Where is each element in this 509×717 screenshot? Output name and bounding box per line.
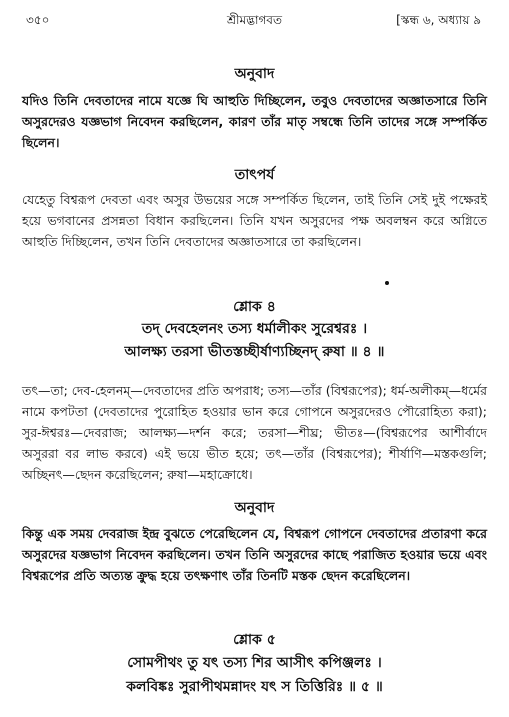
sloka-4-line-1: তদ্ দেবহেলনং তস্য ধর্মালীকং সুরেশ্বরঃ ।: [141, 321, 368, 337]
translation-heading: অনুবাদ: [234, 66, 275, 82]
translation-text: যদিও তিনি দেবতাদের নামে যজ্ঞে ঘি আহুতি দিচ্ছিলেন, তবুও দেবতাদের অজ্ঞাতসারে তিনি অসুরদেরও যজ্ঞভাগ নিবেদন করছিলেন, কারণ তাঁর মাতৃ সম্বন্ধে তিনি তাদের সঙ্গে সম্পর্কিত ছিলেন।: [22, 93, 487, 150]
synonyms-text: তৎ—তা; দেব-হেলনম্—দেবতাদের প্রতি অপরাধ; তস্য—তাঁর (বিশ্বরূপের); ধর্ম-অলীকম্—ধর্মের নামে কপটতা (দেবতাদের পুরোহিত হওয়ার ভান করে গোপনে অসুরদেরও পৌরোহিত্য করা); সুর-ঈশ্বরঃ—দেবরাজ; আলক্ষ্য—দর্শন করে; তরসা—শীঘ্র; ভীতঃ—(বিশ্বরূপের আশীর্বাদে অসুররা বর লাভ করবে) এই ভয়ে ভীত হয়ে; তৎ—তাঁর (বিশ্বরূপের); শীর্ষাণি—মস্তকগুলি; অচ্ছিনৎ—ছেদন করেছিলেন; রুষা—মহাক্রোধে।: [22, 383, 487, 482]
purport-text: যেহেতু বিশ্বরূপ দেবতা এবং অসুর উভয়ের সঙ্গে সম্পর্কিত ছিলেন, তাই তিনি সেই দুই পক্ষেরই হয়ে ভগবানের প্রসন্নতা বিধান করছিলেন। তিনি যখন অসুরদের পক্ষ অবলম্বন করে অগ্নিতে আহুতি দিচ্ছিলেন, তখন তিনি দেবতাদের অজ্ঞাতসারে তা করছিলেন।: [22, 192, 487, 249]
sloka-5-line-1: সোমপীথং তু যৎ তস্য শির আসীৎ কপিঞ্জলঃ ।: [127, 655, 382, 671]
sloka-4-line-2: আলক্ষ্য তরসা ভীতস্তচ্ছীর্ষাণ্যচ্ছিনদ্ রুষা ॥ ৪ ॥: [124, 344, 385, 360]
page-number: ৩৫০: [26, 13, 50, 27]
ink-speck: [385, 281, 389, 285]
translation-text-2: কিন্তু এক সময় দেবরাজ ইন্দ্র বুঝতে পেরেছিলেন যে, বিশ্বরূপ গোপনে দেবতাদের প্রতারণা করে অসুরদের যজ্ঞভাগ নিবেদন করছিলেন। তখন তিনি অসুরদের কাছে পরাজিত হওয়ার ভয়ে এবং বিশ্বরূপের প্রতি অত্যন্ত ক্রুদ্ধ হয়ে তৎক্ষণাৎ তাঁর তিনটি মস্তক ছেদন করেছিলেন।: [22, 526, 487, 583]
sloka-5-heading: শ্লোক ৫: [233, 632, 276, 648]
sloka-4-heading: শ্লোক ৪: [233, 299, 276, 315]
translation-heading-2: অনুবাদ: [234, 500, 275, 516]
book-title: শ্রীমদ্ভাগবত: [226, 13, 282, 27]
chapter-reference: [স্কন্ধ ৬, অধ্যায় ৯: [396, 13, 481, 27]
page-header: [22, 10, 487, 30]
sloka-5-line-2: কলবিঙ্কঃ সুরাপীথমন্নাদং যৎ স তিত্তিরিঃ ॥ ৫ ॥: [126, 679, 383, 695]
purport-heading: তাৎপর্য: [234, 167, 275, 183]
